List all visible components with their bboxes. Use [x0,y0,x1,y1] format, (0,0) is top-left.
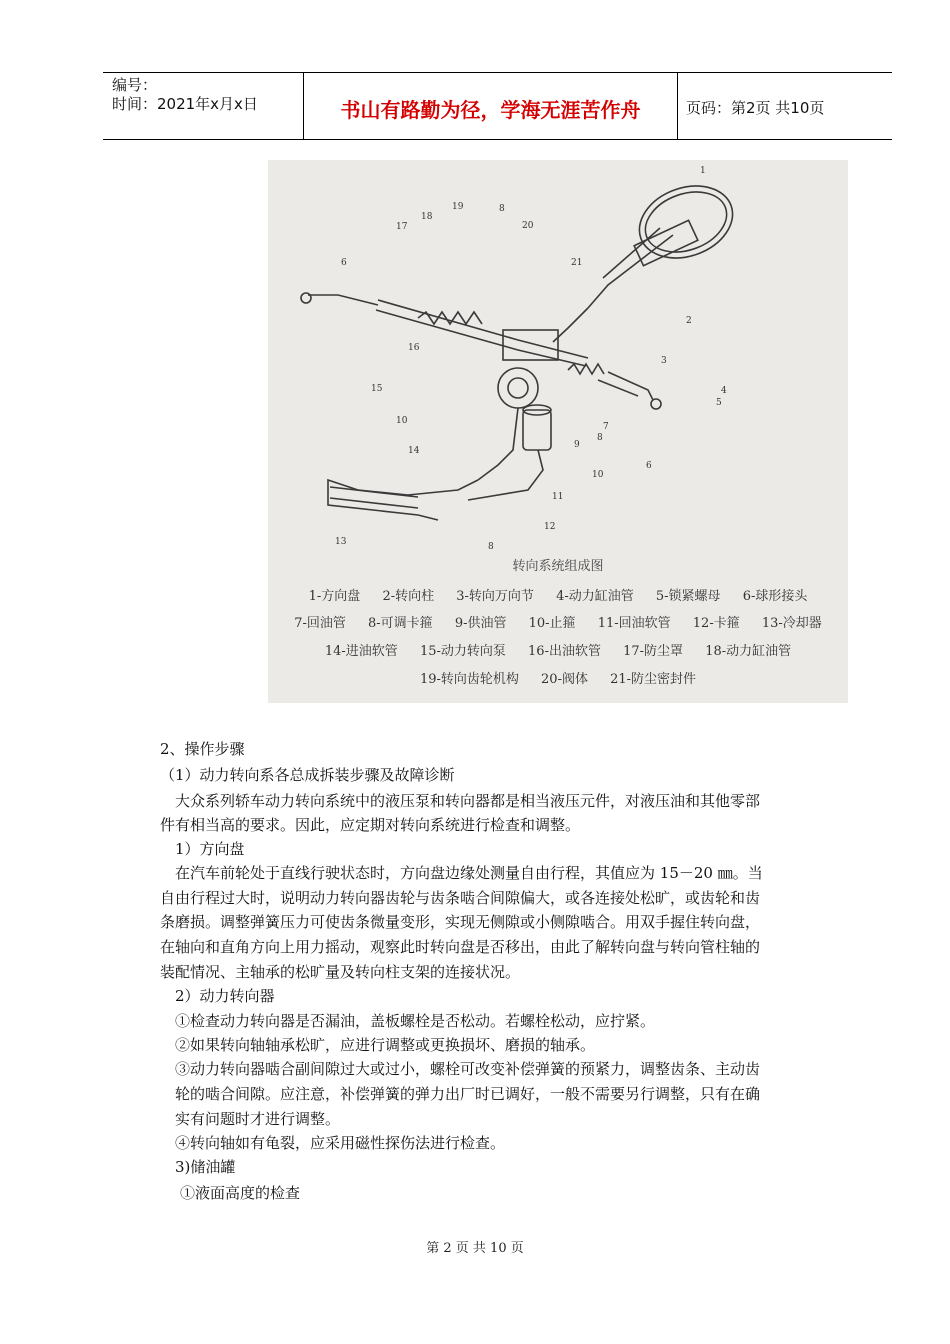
legend-item: 3-转向万向节 [456,589,534,604]
steering-system-figure [268,160,848,703]
callout-21: 21 [571,258,583,268]
header-motto: 书山有路勤为径，学海无涯苦作舟 [340,98,641,122]
callout-6-left: 6 [341,258,347,268]
callout-2: 2 [686,316,692,326]
paragraph-line: 条磨损。调整弹簧压力可使齿条微量变形，实现无侧隙或小侧隙啮合。用双手握住转向盘， [160,913,761,931]
legend-item: 2-转向柱 [382,589,435,604]
legend-item: 14-进油软管 [324,644,398,659]
legend-item: 12-卡箍 [692,616,740,631]
paragraph-line: ①液面高度的检查 [180,1184,301,1202]
paragraph-line: 在轴向和直角方向上用力摇动，观察此时转向盘是否移出，由此了解转向盘与转向管柱轴的 [160,938,761,956]
callout-18: 18 [421,212,433,222]
callout-10-left: 10 [396,416,408,426]
legend-row-4 [268,668,848,687]
legend-row-2 [268,612,848,631]
callout-10-right: 10 [592,470,604,480]
legend-item: 18-动力缸油管 [705,644,792,659]
callout-17: 17 [396,222,408,232]
callout-12: 12 [544,522,556,532]
legend-item: 16-出油软管 [528,644,601,659]
callout-7: 7 [603,422,609,432]
callout-19: 19 [452,202,464,212]
legend-row-3 [268,640,848,659]
callout-6-right: 6 [646,461,652,471]
item-heading: 3)储油罐 [175,1158,236,1176]
paragraph-line: ③动力转向器啮合副间隙过大或过小，螺栓可改变补偿弹簧的预紧力，调整齿条、主动齿 [175,1060,761,1078]
page-footer: 第 2 页 共 10 页 [426,1241,524,1256]
header-date: 时间：2021年x月x日 [112,95,258,113]
legend-item: 19-转向齿轮机构 [419,672,519,687]
legend-item: 4-动力缸油管 [556,589,634,604]
header-divider-right [677,72,678,140]
header-bottom-rule [103,139,892,140]
figure-caption: 转向系统组成图 [512,559,604,574]
legend-item: 1-方向盘 [308,589,361,604]
item-heading: 2）动力转向器 [175,987,275,1005]
paragraph-line: 大众系列轿车动力转向系统中的液压泵和转向器都是相当液压元件，对液压油和其他零部 [175,792,761,810]
paragraph-line: 件有相当高的要求。因此，应定期对转向系统进行检查和调整。 [160,816,581,834]
paragraph-line: ①检查动力转向器是否漏油，盖板螺栓是否松动。若螺栓松动，应拧紧。 [175,1012,656,1030]
legend-item: 15-动力转向泵 [419,644,506,659]
callout-8-top: 8 [499,204,505,214]
legend-row-1 [268,585,848,604]
legend-item: 13-冷却器 [761,616,822,631]
section-heading: 2、操作步骤 [160,740,245,758]
callout-4: 4 [721,386,727,396]
callout-13: 13 [335,537,347,547]
paragraph-line: ④转向轴如有龟裂，应采用磁性探伤法进行检查。 [175,1134,506,1152]
legend-item: 11-回油软管 [597,616,671,631]
callout-8-bottom: 8 [488,542,494,552]
paragraph-line: 装配情况、主轴承的松旷量及转向柱支架的连接状况。 [160,963,521,981]
callout-15: 15 [371,384,383,394]
legend-item: 9-供油管 [454,616,507,631]
header-page-number: 页码：第2页 共10页 [686,99,825,117]
callout-9: 9 [574,440,580,450]
header-number-label: 编号： [112,76,158,94]
legend-item: 20-阀体 [541,672,588,687]
paragraph-line: 在汽车前轮处于直线行驶状态时，方向盘边缘处测量自由行程，其值应为 15－20 ㎜。当 [175,864,763,882]
paragraph-line: ②如果转向轴轴承松旷，应进行调整或更换损坏、磨损的轴承。 [175,1036,596,1054]
legend-item: 21-防尘密封件 [610,672,697,687]
paragraph-line: 实有问题时才进行调整。 [175,1110,341,1128]
callout-16: 16 [408,343,420,353]
legend-item: 6-球形接头 [742,589,808,604]
callout-3: 3 [661,356,667,366]
paragraph-line: 轮的啮合间隙。应注意，补偿弹簧的弹力出厂时已调好，一般不需要另行调整，只有在确 [175,1085,761,1103]
callout-8-mid: 8 [597,433,603,443]
item-heading: 1）方向盘 [175,840,245,858]
callout-20: 20 [522,221,534,231]
callout-14: 14 [408,446,420,456]
callout-11: 11 [552,492,564,502]
header-top-rule [103,72,892,73]
legend-item: 17-防尘罩 [623,644,684,659]
callout-5: 5 [716,398,722,408]
paragraph-line: 自由行程过大时，说明动力转向器齿轮与齿条啮合间隙偏大，或各连接处松旷，或齿轮和齿 [160,889,761,907]
callout-1: 1 [700,166,706,176]
legend-item: 8-可调卡箍 [368,616,433,631]
legend-item: 7-回油管 [294,616,346,631]
legend-item: 5-锁紧螺母 [655,589,721,604]
subsection-heading: （1）动力转向系各总成拆装步骤及故障诊断 [160,766,455,784]
legend-item: 10-止箍 [528,616,576,631]
